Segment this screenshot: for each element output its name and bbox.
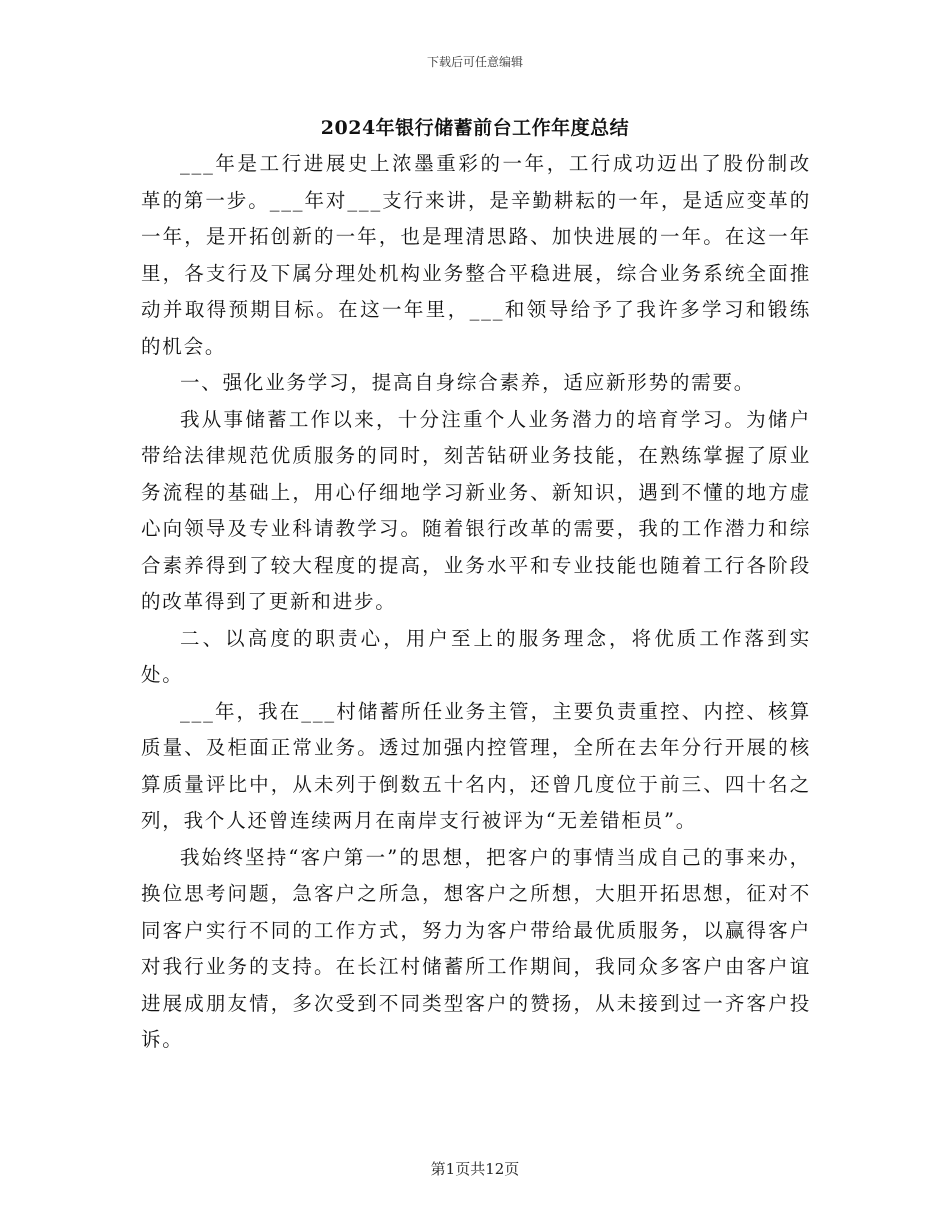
- paragraph-section-1: 我从事储蓄工作以来，十分注重个人业务潜力的培育学习。为储户带给法律规范优质服务的同时，刻苦钻研业务技能，在熟练掌握了原业务流程的基础上，用心仔细地学习新业务、新知识，遇到不懂的地方虚心向领导及专业科请教学习。随着银行改革的需要，我的工作潜力和综合素养得到了较大程度的提高，业务水平和专业技能也随着工行各阶段的改革得到了更新和进步。: [141, 407, 811, 613]
- section-heading-2: 二、以高度的职责心，用户至上的服务理念，将优质工作落到实处。: [141, 626, 811, 686]
- page-header-note: 下载后可任意编辑: [426, 55, 523, 69]
- paragraph-section-2a: ___年，我在___村储蓄所任业务主管，主要负责重控、内控、核算质量、及柜面正常业务。透过加强内控管理，全所在去年分行开展的核算质量评比中，从未列于倒数五十名内，还曾几度位于前三、四十名之列，我个人还曾连续两月在南岸支行被评为“无差错柜员”。: [141, 699, 811, 832]
- document-title: 2024年银行储蓄前台工作年度总结: [320, 117, 630, 139]
- paragraph-intro: ___年是工行进展史上浓墨重彩的一年，工行成功迈出了股份制改革的第一步。___年对___支行来讲，是辛勤耕耘的一年，是适应变革的一年，是开拓创新的一年，也是理清思路、加快进展的一年。在这一年里，各支行及下属分理处机构业务整合平稳进展，综合业务系统全面推动并取得预期目标。在这一年里，___和领导给予了我许多学习和锻练的机会。: [141, 152, 811, 358]
- document-body: [141, 146, 811, 1059]
- section-heading-1: 一、强化业务学习，提高自身综合素养，适应新形势的需要。: [180, 371, 756, 394]
- page-number: 第1页共12页: [430, 1160, 520, 1178]
- paragraph-section-2b: 我始终坚持“客户第一”的思想，把客户的事情当成自己的事来办，换位思考问题，急客户之所急，想客户之所想，大胆开拓思想，征对不同客户实行不同的工作方式，努力为客户带给最优质服务，以赢得客户对我行业务的支持。在长江村储蓄所工作期间，我同众多客户由客户谊进展成朋友情，多次受到不同类型客户的赞扬，从未接到过一齐客户投诉。: [141, 845, 811, 1051]
